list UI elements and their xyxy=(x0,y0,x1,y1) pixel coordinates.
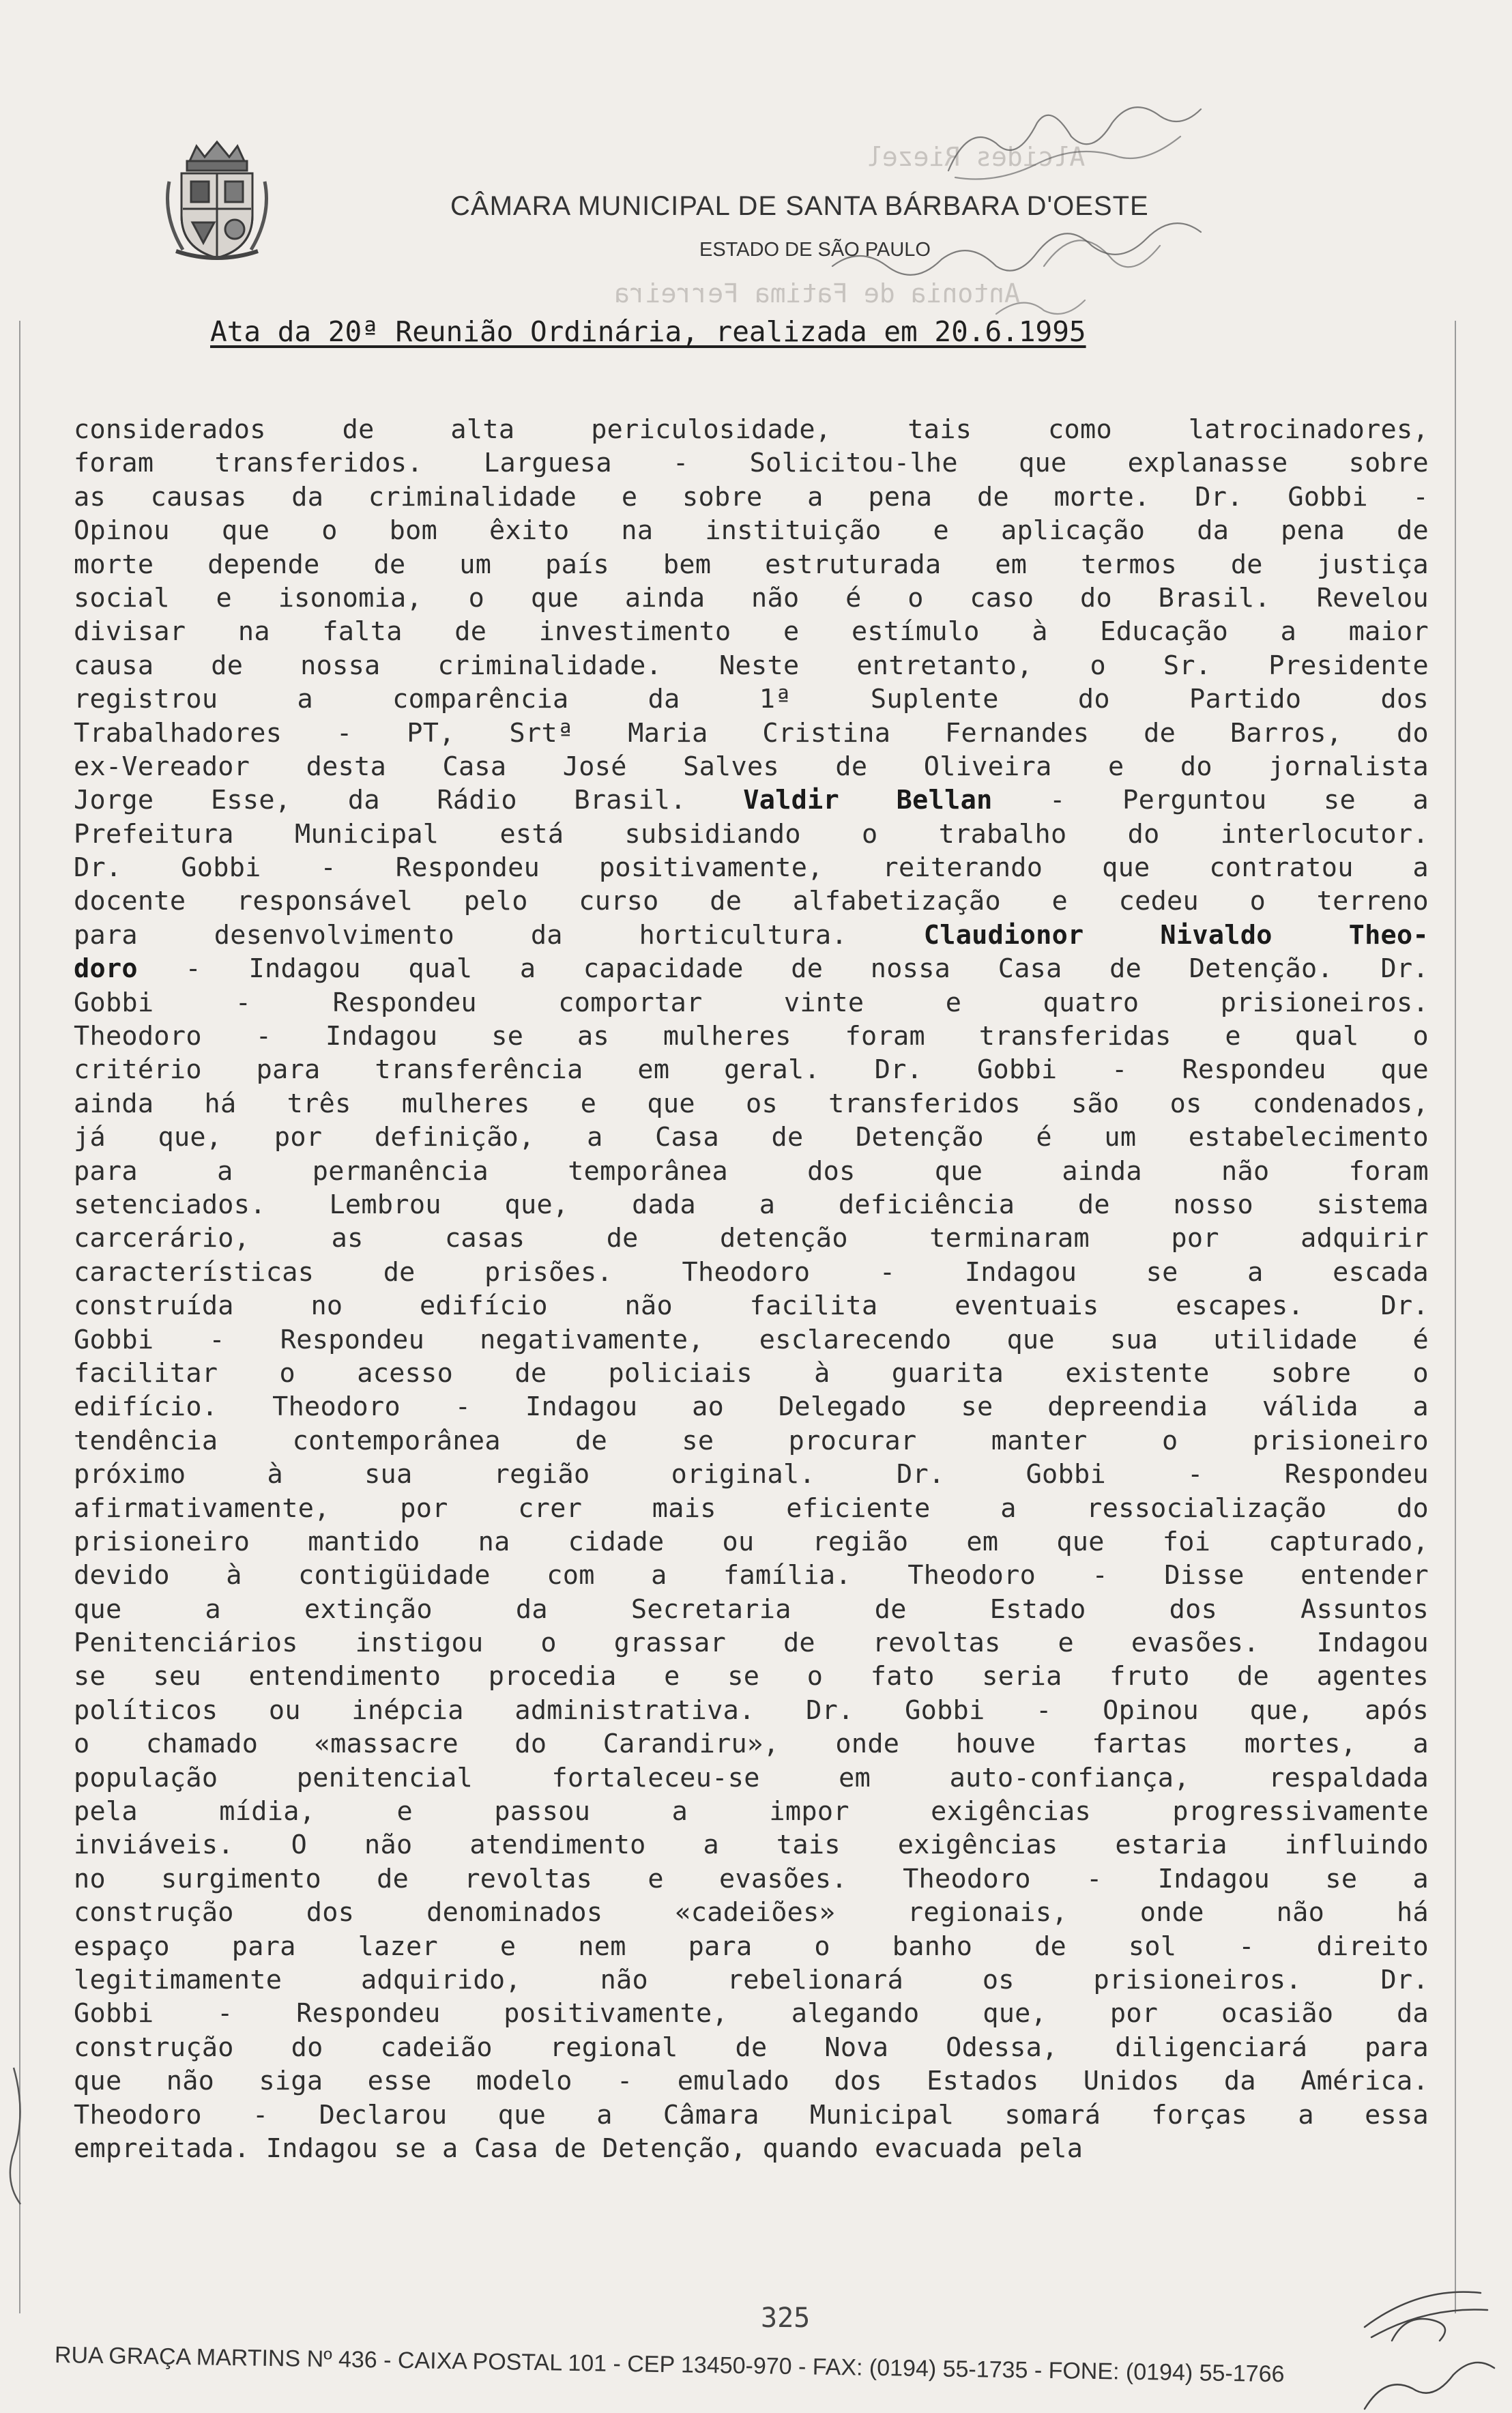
text-line xyxy=(74,1053,1429,1086)
text-line xyxy=(74,1963,1429,1997)
line-text: no surgimento de revoltas e evasões. Theodoro - Indagou se a xyxy=(74,1863,1429,1894)
line-text: Gobbi - Respondeu positivamente, alegando que, por ocasião da xyxy=(74,1998,1429,2029)
text-line xyxy=(74,1997,1429,2030)
text-line xyxy=(74,2098,1429,2132)
text-line xyxy=(74,952,1429,985)
line-text: o chamado «massacre do Carandiru», onde houve fartas mortes, a xyxy=(74,1729,1429,1760)
line-text: Dr. Gobbi - Respondeu positivamente, reiterando que contratou a xyxy=(74,852,1429,884)
text-line xyxy=(74,851,1429,884)
line-text: que não siga esse modelo - emulado dos Estados Unidos da América. xyxy=(74,2066,1429,2097)
text-line xyxy=(74,1761,1429,1795)
text-line xyxy=(74,1525,1429,1559)
text-line xyxy=(74,1862,1429,1896)
text-line xyxy=(74,2132,1429,2165)
text-line xyxy=(74,615,1429,648)
line-text: construída no edifício não facilita eventuais escapes. Dr. xyxy=(74,1290,1429,1322)
text-line xyxy=(74,480,1429,514)
text-line xyxy=(74,1390,1429,1424)
text-line xyxy=(74,1492,1429,1525)
text-line xyxy=(74,1323,1429,1357)
text-line xyxy=(74,986,1429,1020)
text-line xyxy=(74,750,1429,783)
text-line xyxy=(74,1357,1429,1390)
text-line xyxy=(74,1896,1429,1929)
text-line xyxy=(74,1121,1429,1154)
line-text: políticos ou inépcia administrativa. Dr. Gobbi - Opinou que, após xyxy=(74,1694,1429,1726)
bleed-through-name: Antonia de Fatima Ferreira xyxy=(614,278,1020,308)
line-text: ainda há três mulheres e que os transferidos são os condenados, xyxy=(74,1088,1429,1119)
line-text: para a permanência temporânea dos que ainda não foram xyxy=(74,1155,1429,1187)
line-text: empreitada. Indagou se a Casa de Detenção, quando evacuada pela xyxy=(74,2133,1084,2164)
minutes-title: Ata da 20ª Reunião Ordinária, realizada em 20.6.1995 xyxy=(210,315,1086,348)
footer-address: RUA GRAÇA MARTINS Nº 436 - CAIXA POSTAL 101 - CEP 13450-970 - FAX: (0194) 55-1735 - FONE: (0194) 55-1766 xyxy=(54,2342,1285,2388)
right-margin-rule xyxy=(1455,321,1456,2313)
text-line xyxy=(74,446,1429,480)
line-text: tendência contemporânea de se procurar manter o prisioneiro xyxy=(74,1425,1429,1456)
line-text: Theodoro - Declarou que a Câmara Municipal somará forças a essa xyxy=(74,2099,1429,2130)
line-text: afirmativamente, por crer mais eficiente a ressocialização do xyxy=(74,1492,1429,1524)
line-text: social e isonomia, o que ainda não é o caso do Brasil. Revelou xyxy=(74,582,1429,613)
line-text: ex-Vereador desta Casa José Salves de Oliveira e do jornalista xyxy=(74,751,1429,782)
text-line xyxy=(74,1020,1429,1053)
line-text: Jorge Esse, da Rádio Brasil. xyxy=(74,785,744,816)
text-line xyxy=(74,1222,1429,1255)
line-text: causa de nossa criminalidade. Neste entretanto, o Sr. Presidente xyxy=(74,650,1429,681)
text-line xyxy=(74,1593,1429,1626)
text-line xyxy=(74,818,1429,851)
text-line xyxy=(74,1087,1429,1121)
line-text: se seu entendimento procedia e se o fato seria fruto de agentes xyxy=(74,1661,1429,1692)
line-text: - Indagou qual a capacidade de nossa Casa de Detenção. Dr. xyxy=(137,953,1429,985)
text-line xyxy=(74,2064,1429,2098)
text-line xyxy=(74,581,1429,615)
margin-handwritten-mark xyxy=(0,2061,41,2211)
line-text: Trabalhadores - PT, Srtª Maria Cristina Fernandes de Barros, do xyxy=(74,717,1429,749)
text-line xyxy=(74,884,1429,918)
text-line xyxy=(74,1828,1429,1862)
text-line xyxy=(74,1727,1429,1761)
handwritten-initials xyxy=(1337,2238,1512,2413)
line-text: construção dos denominados «cadeiões» regionais, onde não há xyxy=(74,1897,1429,1928)
text-line xyxy=(74,783,1429,817)
line-text: edifício. Theodoro - Indagou ao Delegado se depreendia válida a xyxy=(74,1391,1429,1423)
text-line xyxy=(74,919,1429,952)
left-margin-rule xyxy=(19,321,20,2313)
line-text: facilitar o acesso de policiais à guarita existente sobre o xyxy=(74,1357,1429,1389)
line-text: morte depende de um país bem estruturada em termos de justiça xyxy=(74,549,1429,580)
line-text: prisioneiro mantido na cidade ou região em que foi capturado, xyxy=(74,1526,1429,1557)
text-line xyxy=(74,1795,1429,1828)
text-line xyxy=(74,548,1429,581)
text-line xyxy=(74,1155,1429,1188)
coat-of-arms-emblem xyxy=(162,134,272,263)
line-text: critério para transferência em geral. Dr. Gobbi - Respondeu que xyxy=(74,1054,1429,1086)
line-text: Gobbi - Respondeu comportar vinte e quatro prisioneiros. xyxy=(74,987,1429,1018)
text-line xyxy=(74,1188,1429,1222)
line-text: população penitencial fortaleceu-se em auto-confiança, respaldada xyxy=(74,1762,1429,1793)
page-number: 325 xyxy=(761,2302,811,2334)
line-text: foram transferidos. Larguesa - Solicitou-lhe que explanasse sobre xyxy=(74,448,1429,479)
text-line xyxy=(74,1424,1429,1458)
line-text: registrou a comparência da 1ª Suplente do Partido dos xyxy=(74,684,1429,715)
line-text: características de prisões. Theodoro - Indagou se a escada xyxy=(74,1256,1429,1288)
text-line xyxy=(74,1660,1429,1693)
line-text: já que, por definição, a Casa de Detenção é um estabelecimento xyxy=(74,1122,1429,1153)
speaker-name: doro xyxy=(74,953,138,985)
line-text: setenciados. Lembrou que, dada a deficiência de nosso sistema xyxy=(74,1189,1429,1220)
line-text: legitimamente adquirido, não rebelionará os prisioneiros. Dr. xyxy=(74,1964,1429,1995)
line-text: Gobbi - Respondeu negativamente, esclarecendo que sua utilidade é xyxy=(74,1324,1429,1355)
text-line xyxy=(74,1458,1429,1491)
minutes-body xyxy=(74,413,1429,2165)
line-text: Theodoro - Indagou se as mulheres foram transferidas e qual o xyxy=(74,1021,1429,1052)
text-line xyxy=(74,682,1429,716)
line-text: - Perguntou se a xyxy=(992,785,1429,816)
line-text: considerados de alta periculosidade, tais como latrocinadores, xyxy=(74,414,1429,445)
text-line xyxy=(74,1694,1429,1727)
text-line xyxy=(74,717,1429,750)
line-text: divisar na falta de investimento e estímulo à Educação a maior xyxy=(74,616,1429,648)
line-text: construção do cadeião regional de Nova Odessa, diligenciará para xyxy=(74,2032,1429,2063)
text-line xyxy=(74,1930,1429,1963)
line-text: devido à contigüidade com a família. Theodoro - Disse entender xyxy=(74,1560,1429,1591)
text-line xyxy=(74,1256,1429,1289)
line-text: Prefeitura Municipal está subsidiando o trabalho do interlocutor. xyxy=(74,818,1429,850)
text-line xyxy=(74,1626,1429,1660)
line-text: pela mídia, e passou a impor exigências progressivamente xyxy=(74,1796,1429,1827)
text-line xyxy=(74,2031,1429,2064)
line-text: próximo à sua região original. Dr. Gobbi - Respondeu xyxy=(74,1459,1429,1490)
bleed-through-name: Alcides Riezel xyxy=(867,142,1086,172)
line-text: espaço para lazer e nem para o banho de sol - direito xyxy=(74,1931,1429,1962)
handwritten-signatures xyxy=(478,41,1269,328)
text-line xyxy=(74,1289,1429,1323)
line-text: para desenvolvimento da horticultura. xyxy=(74,919,924,951)
speaker-name: Valdir Bellan xyxy=(743,785,993,816)
text-line xyxy=(74,413,1429,446)
line-text: as causas da criminalidade e sobre a pena de morte. Dr. Gobbi - xyxy=(74,481,1429,512)
text-line xyxy=(74,649,1429,682)
line-text: que a extinção da Secretaria de Estado dos Assuntos xyxy=(74,1593,1429,1625)
text-line xyxy=(74,514,1429,547)
speaker-name: Claudionor Nivaldo Theo- xyxy=(923,919,1429,951)
state-name: ESTADO DE SÃO PAULO xyxy=(699,239,931,261)
text-line xyxy=(74,1559,1429,1592)
line-text: docente responsável pelo curso de alfabetização e cedeu o terreno xyxy=(74,886,1429,917)
line-text: carcerário, as casas de detenção terminaram por adquirir xyxy=(74,1223,1429,1254)
line-text: Penitenciários instigou o grassar de revoltas e evasões. Indagou xyxy=(74,1628,1429,1659)
institution-name: CÂMARA MUNICIPAL DE SANTA BÁRBARA D'OESTE xyxy=(450,191,1149,221)
line-text: Opinou que o bom êxito na instituição e aplicação da pena de xyxy=(74,515,1429,547)
line-text: inviáveis. O não atendimento a tais exigências estaria influindo xyxy=(74,1830,1429,1861)
